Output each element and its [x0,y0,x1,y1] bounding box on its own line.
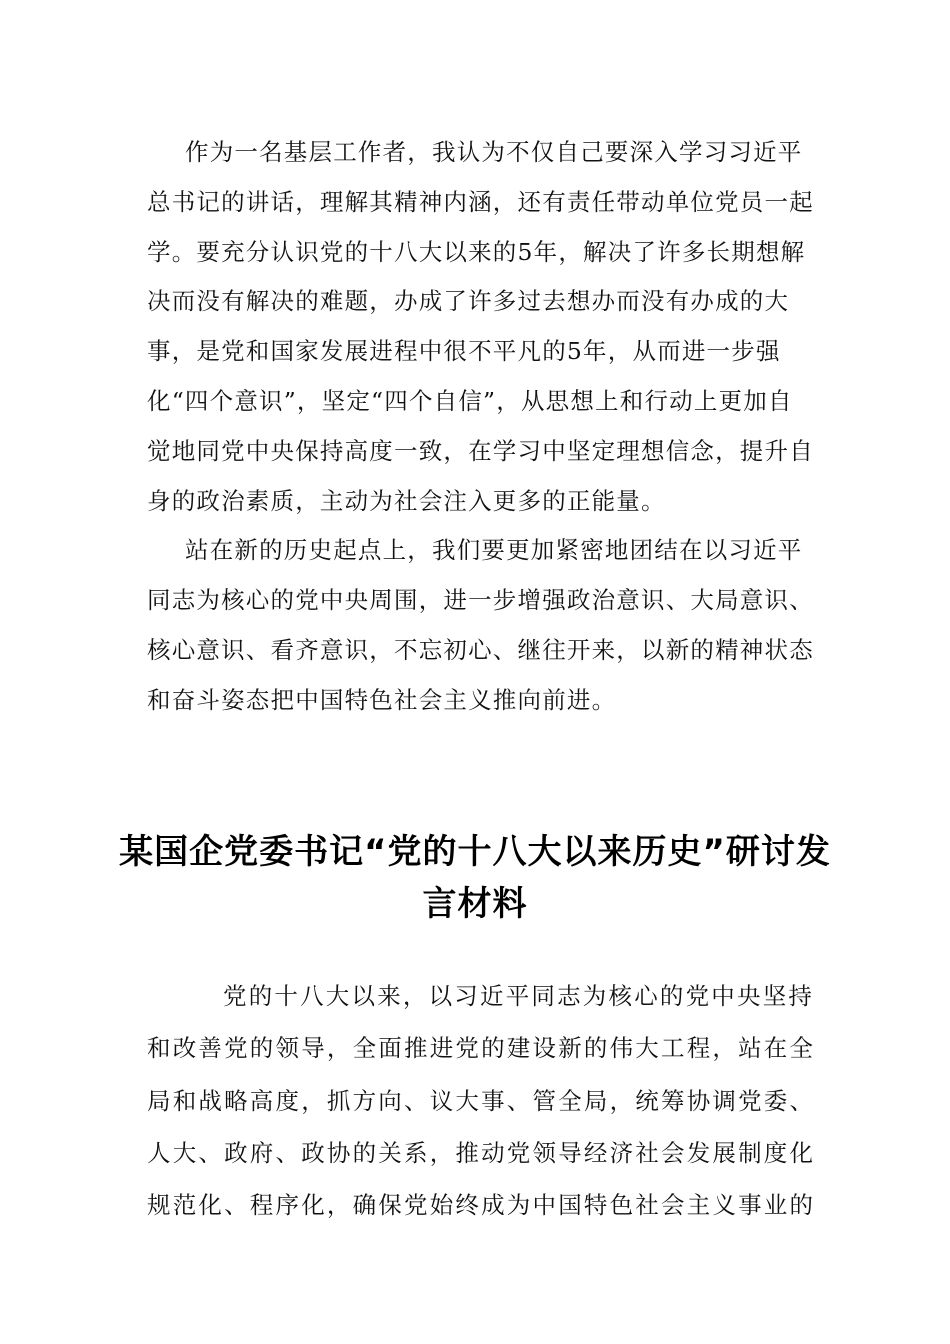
body-paragraph: 作为一名基层工作者，我认为不仅自己要深入学习习近平总书记的讲话，理解其精神内涵，还有责任带动单位党员一起学。要充分认识党的十八大以来的5年，解决了许多长期想解决而没有解决的难题，办成了许多过去想办而没有办成的大事，是党和国家发展进程中很不平凡的5年，从而进一步强化“四个意识”，坚定“四个自信”，从思想上和行动上更加自觉地同党中央保持高度一致，在学习中坚定理想信念，提升自身的政治素质，主动为社会注入更多的正能量。 [147,138,814,515]
body-paragraph: 党的十八大以来，以习近平同志为核心的党中央坚持和改善党的领导，全面推进党的建设新的伟大工程，站在全局和战略高度，抓方向、议大事、管全局，统筹协调党委、人大、政府、政协的关系，推动党领导经济社会发展制度化规范化、程序化，确保党始终成为中国特色社会主义事业的 [147,982,816,1220]
body-paragraph: 站在新的历史起点上，我们要更加紧密地团结在以习近平同志为核心的党中央周围，进一步增强政治意识、大局意识、核心意识、看齐意识，不忘初心、继往开来，以新的精神状态和奋斗姿态把中国特色社会主义推向前进。 [147,536,814,714]
article-body [147,970,817,1231]
previous-article-body [147,128,817,726]
article-title: 某国企党委书记“党的十八大以来历史”研讨发言材料 [119,832,831,924]
